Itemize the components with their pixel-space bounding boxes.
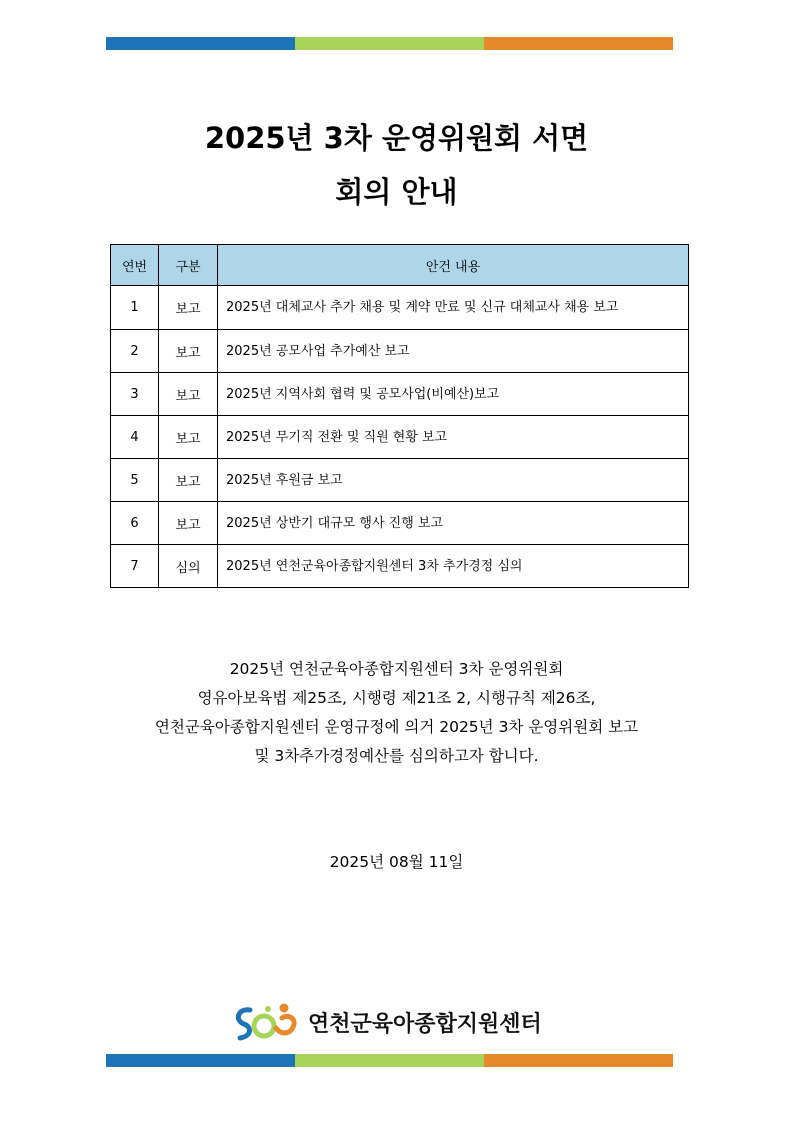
notice-line: 영유아보육법 제25조, 시행령 제21조 2, 시행규칙 제26조, — [197, 689, 596, 707]
header-no: 연번 — [111, 245, 159, 286]
document-title-line2: 회의 안내 — [335, 175, 458, 209]
table-header-row — [111, 245, 689, 286]
header-content: 안건 내용 — [218, 245, 689, 286]
row-content: 2025년 공모사업 추가예산 보고 — [218, 330, 689, 373]
stripe-blue — [106, 37, 295, 50]
notice-line: 및 3차추가경정예산를 심의하고자 합니다. — [254, 747, 539, 765]
row-category: 보고 — [159, 330, 218, 373]
table-row — [111, 286, 689, 330]
row-no: 7 — [111, 545, 159, 588]
table-row — [111, 502, 689, 545]
notice-line: 2025년 연천군육아종합지원센터 3차 운영위원회 — [229, 660, 564, 678]
row-content: 2025년 후원금 보고 — [218, 459, 689, 502]
row-no: 6 — [111, 502, 159, 545]
notice-paragraph — [0, 655, 793, 771]
row-no: 3 — [111, 373, 159, 416]
row-category: 보고 — [159, 416, 218, 459]
row-no: 2 — [111, 330, 159, 373]
table-row — [111, 373, 689, 416]
organization-name: 연천군육아종합지원센터 — [308, 1011, 542, 1037]
stripe-orange — [484, 1054, 673, 1067]
stripe-green — [295, 37, 484, 50]
table-row — [111, 459, 689, 502]
row-no: 4 — [111, 416, 159, 459]
row-category: 보고 — [159, 459, 218, 502]
table-row — [111, 330, 689, 373]
row-category: 보고 — [159, 373, 218, 416]
stripe-green — [295, 1054, 484, 1067]
table-row — [111, 545, 689, 588]
document-title-line1: 2025년 3차 운영위원회 서면 — [204, 121, 589, 155]
row-no: 1 — [111, 286, 159, 330]
header-category: 구분 — [159, 245, 218, 286]
agenda-table — [110, 244, 689, 588]
row-content: 2025년 대체교사 추가 채용 및 계약 만료 및 신규 대체교사 채용 보고 — [218, 286, 689, 330]
stripe-blue — [106, 1054, 295, 1067]
table-row — [111, 416, 689, 459]
notice-line: 연천군육아종합지원센터 운영규정에 의거 2025년 3차 운영위원회 보고 — [154, 718, 639, 736]
row-content: 2025년 무기직 전환 및 직원 현황 보고 — [218, 416, 689, 459]
row-category: 심의 — [159, 545, 218, 588]
footer-logo — [230, 1000, 542, 1044]
row-content: 2025년 상반기 대규모 행사 진행 보고 — [218, 502, 689, 545]
row-no: 5 — [111, 459, 159, 502]
stripe-orange — [484, 37, 673, 50]
top-color-stripe — [106, 37, 673, 50]
center-logo-icon — [230, 1000, 300, 1044]
bottom-color-stripe — [106, 1054, 673, 1067]
row-content: 2025년 지역사회 협력 및 공모사업(비예산)보고 — [218, 373, 689, 416]
row-category: 보고 — [159, 502, 218, 545]
notice-date: 2025년 08월 11일 — [329, 853, 464, 871]
row-category: 보고 — [159, 286, 218, 330]
row-content: 2025년 연천군육아종합지원센터 3차 추가경정 심의 — [218, 545, 689, 588]
